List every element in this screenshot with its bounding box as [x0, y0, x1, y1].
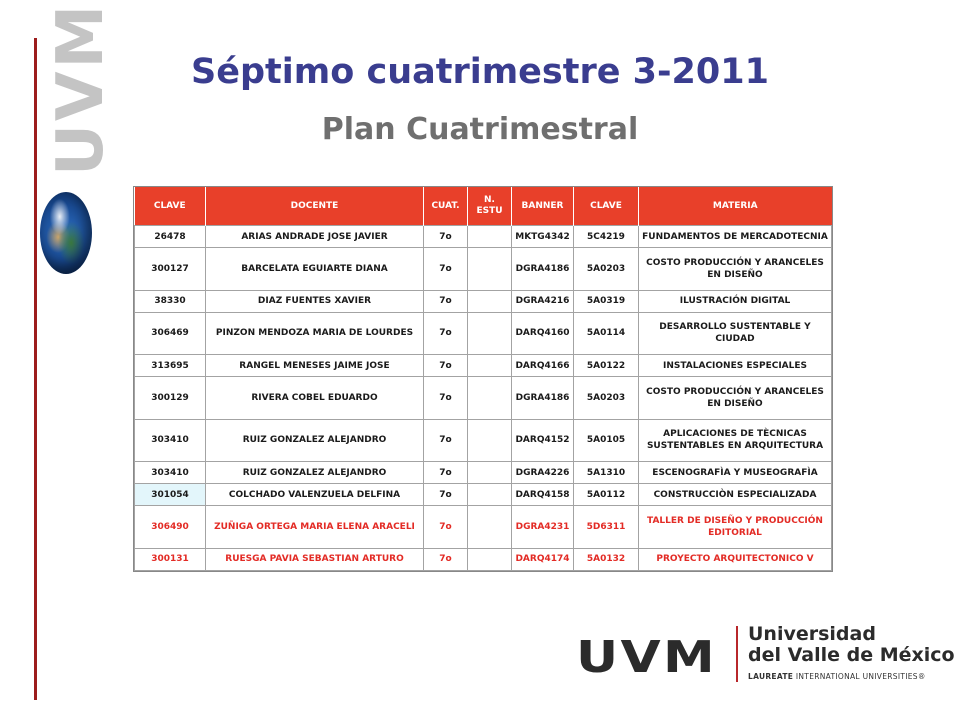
cell-n-estu [468, 419, 512, 461]
brand-name-line2: del Valle de México [748, 644, 955, 666]
uvm-brand-logo [576, 623, 955, 686]
cell-n-estu [468, 312, 512, 354]
cell-clave: 301054 [135, 484, 206, 506]
cell-clave: 313695 [135, 355, 206, 377]
cell-docente: RUIZ GONZALEZ ALEJANDRO [206, 462, 424, 484]
cell-n-estu [468, 377, 512, 419]
brand-tagline [748, 672, 926, 681]
cell-docente: DIAZ FUENTES XAVIER [206, 290, 424, 312]
cell-docente: PINZON MENDOZA MARIA DE LOURDES [206, 312, 424, 354]
table-row [135, 355, 832, 377]
table-row [135, 484, 832, 506]
table-row [135, 290, 832, 312]
cell-banner: DGRA4231 [512, 506, 574, 548]
cell-clave-materia: 5A0112 [574, 484, 639, 506]
cell-cuat: 7o [424, 226, 468, 248]
table-row [135, 506, 832, 548]
cell-banner: DARQ4160 [512, 312, 574, 354]
cell-clave: 306469 [135, 312, 206, 354]
cell-docente: ZUÑIGA ORTEGA MARIA ELENA ARACELI [206, 506, 424, 548]
table-row [135, 462, 832, 484]
cell-clave-materia: 5A0319 [574, 290, 639, 312]
cell-materia: FUNDAMENTOS DE MERCADOTECNIA [639, 226, 832, 248]
brand-uvm-wordmark: UVM [576, 632, 718, 683]
schedule-table [134, 187, 832, 571]
cell-docente: RANGEL MENESES JAIME JOSE [206, 355, 424, 377]
cell-n-estu [468, 226, 512, 248]
cell-clave-materia: 5A0132 [574, 548, 639, 570]
cell-cuat: 7o [424, 312, 468, 354]
cell-clave: 306490 [135, 506, 206, 548]
cell-materia: TALLER DE DISEÑO Y PRODUCCIÓN EDITORIAL [639, 506, 832, 548]
cell-banner: DGRA4216 [512, 290, 574, 312]
cell-clave-materia: 5A0203 [574, 248, 639, 290]
brand-tagline-rest: INTERNATIONAL UNIVERSITIES® [793, 672, 926, 681]
cell-docente: COLCHADO VALENZUELA DELFINA [206, 484, 424, 506]
table-header-row [135, 187, 832, 226]
cell-cuat: 7o [424, 548, 468, 570]
cell-n-estu [468, 248, 512, 290]
table-row [135, 377, 832, 419]
cell-clave: 300129 [135, 377, 206, 419]
cell-clave-materia: 5A0114 [574, 312, 639, 354]
cell-n-estu [468, 506, 512, 548]
cell-banner: DARQ4174 [512, 548, 574, 570]
schedule-table-container [133, 186, 833, 572]
cell-docente: RUESGA PAVIA SEBASTIAN ARTURO [206, 548, 424, 570]
header-n-estu: N. ESTU [468, 187, 512, 226]
cell-cuat: 7o [424, 377, 468, 419]
cell-banner: DARQ4158 [512, 484, 574, 506]
globe-icon [40, 192, 92, 274]
cell-banner: MKTG4342 [512, 226, 574, 248]
cell-cuat: 7o [424, 290, 468, 312]
table-row [135, 226, 832, 248]
cell-n-estu [468, 484, 512, 506]
cell-n-estu [468, 548, 512, 570]
cell-cuat: 7o [424, 355, 468, 377]
cell-banner: DARQ4166 [512, 355, 574, 377]
cell-n-estu [468, 462, 512, 484]
cell-banner: DGRA4186 [512, 377, 574, 419]
header-banner: BANNER [512, 187, 574, 226]
slide-title: Séptimo cuatrimestre 3-2011 [191, 52, 769, 92]
table-row [135, 548, 832, 570]
cell-docente: ARIAS ANDRADE JOSE JAVIER [206, 226, 424, 248]
cell-materia: APLICACIONES DE TÈCNICAS SUSTENTABLES EN ARQUITECTURA [639, 419, 832, 461]
brand-tagline-bold: LAUREATE [748, 672, 794, 681]
cell-banner: DGRA4186 [512, 248, 574, 290]
cell-clave-materia: 5A0105 [574, 419, 639, 461]
cell-cuat: 7o [424, 506, 468, 548]
cell-materia: ILUSTRACIÓN DIGITAL [639, 290, 832, 312]
cell-clave-materia: 5C4219 [574, 226, 639, 248]
cell-docente: RIVERA COBEL EDUARDO [206, 377, 424, 419]
cell-cuat: 7o [424, 248, 468, 290]
header-cuat: CUAT. [424, 187, 468, 226]
cell-clave: 303410 [135, 419, 206, 461]
header-materia: MATERIA [639, 187, 832, 226]
slide-subtitle: Plan Cuatrimestral [321, 112, 639, 147]
table-row [135, 248, 832, 290]
cell-materia: COSTO PRODUCCIÓN Y ARANCELES EN DISEÑO [639, 377, 832, 419]
cell-clave-materia: 5A0122 [574, 355, 639, 377]
cell-clave-materia: 5A0203 [574, 377, 639, 419]
cell-clave: 300127 [135, 248, 206, 290]
brand-name-line1: Universidad [748, 623, 876, 645]
cell-materia: COSTO PRODUCCIÓN Y ARANCELES EN DISEÑO [639, 248, 832, 290]
cell-materia: DESARROLLO SUSTENTABLE Y CIUDAD [639, 312, 832, 354]
cell-cuat: 7o [424, 419, 468, 461]
header-clave-materia: CLAVE [574, 187, 639, 226]
cell-clave-materia: 5A1310 [574, 462, 639, 484]
cell-clave-materia: 5D6311 [574, 506, 639, 548]
cell-cuat: 7o [424, 484, 468, 506]
cell-clave: 38330 [135, 290, 206, 312]
cell-docente: RUIZ GONZALEZ ALEJANDRO [206, 419, 424, 461]
table-row [135, 312, 832, 354]
cell-banner: DGRA4226 [512, 462, 574, 484]
brand-university-name [748, 624, 955, 666]
cell-n-estu [468, 355, 512, 377]
table-body [135, 226, 832, 571]
cell-n-estu [468, 290, 512, 312]
cell-materia: CONSTRUCCIÒN ESPECIALIZADA [639, 484, 832, 506]
header-docente: DOCENTE [206, 187, 424, 226]
cell-materia: PROYECTO ARQUITECTONICO V [639, 548, 832, 570]
cell-clave: 303410 [135, 462, 206, 484]
table-row [135, 419, 832, 461]
cell-banner: DARQ4152 [512, 419, 574, 461]
cell-clave: 300131 [135, 548, 206, 570]
cell-materia: ESCENOGRAFÌA Y MUSEOGRAFÌA [639, 462, 832, 484]
header-clave: CLAVE [135, 187, 206, 226]
cell-clave: 26478 [135, 226, 206, 248]
cell-cuat: 7o [424, 462, 468, 484]
cell-docente: BARCELATA EGUIARTE DIANA [206, 248, 424, 290]
brand-divider [736, 626, 738, 682]
side-uvm-logo: UVM [44, 1, 118, 176]
cell-materia: INSTALACIONES ESPECIALES [639, 355, 832, 377]
